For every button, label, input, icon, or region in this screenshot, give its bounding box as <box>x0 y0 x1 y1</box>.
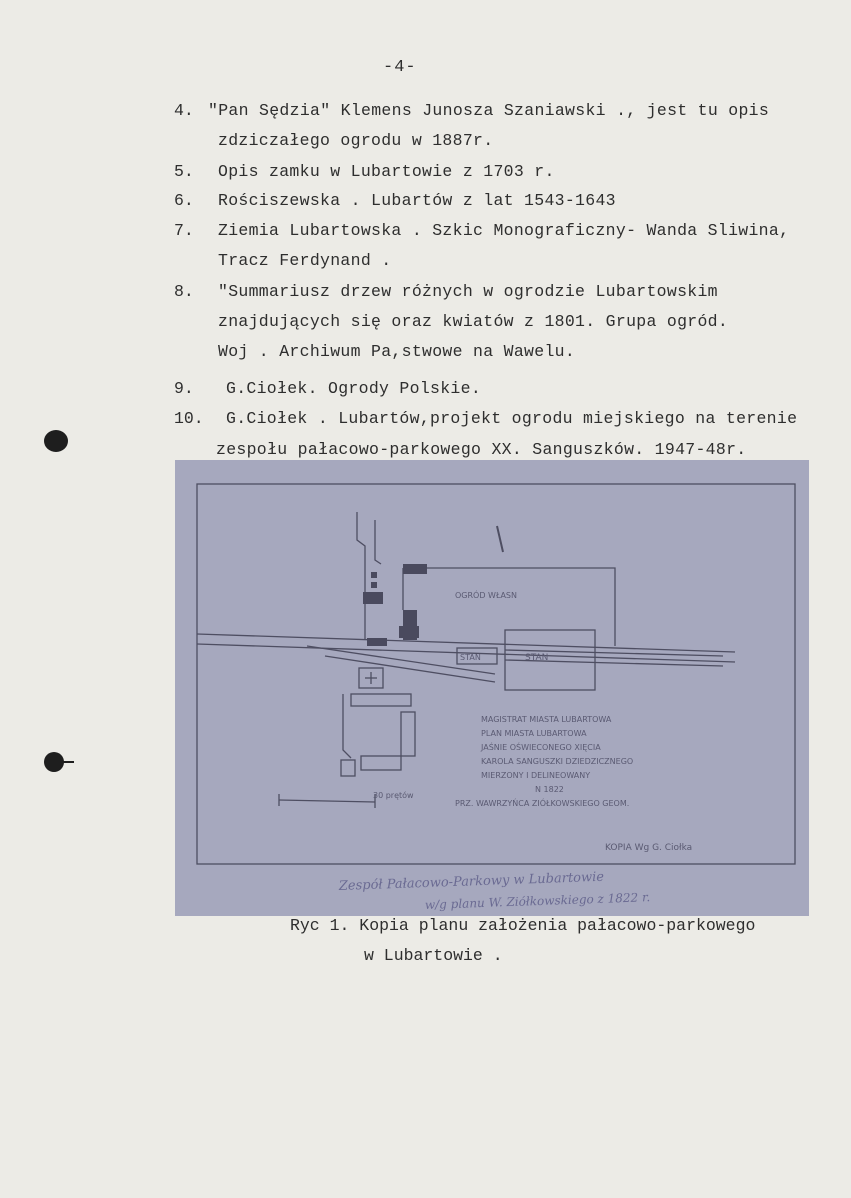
legend-line: PLAN MIASTA LUBARTOWA <box>481 729 587 738</box>
plan-photocopy <box>175 460 809 916</box>
street-line <box>197 634 735 652</box>
ref-num: 4. <box>174 101 194 120</box>
ref-line: zdziczałego ogrodu w 1887r. <box>218 131 494 150</box>
ref-num: 9. <box>174 379 194 398</box>
left-street <box>357 512 365 640</box>
figure-caption-line-1: Ryc 1. Kopia planu założenia pałacowo-parkowego <box>290 916 756 935</box>
ref-line: Tracz Ferdynand . <box>218 251 392 270</box>
handwritten-source: w/g planu W. Ziółkowskiego z 1822 r. <box>424 890 651 912</box>
punch-hole-mark <box>60 761 74 763</box>
punch-hole <box>44 430 68 452</box>
ref-num: 10. <box>174 409 204 428</box>
legend-line: MIERZONY I DELINEOWANY <box>481 771 591 780</box>
ref-line: "Pan Sędzia" Klemens Junosza Szaniawski ., jest tu opis <box>208 101 770 120</box>
ref-line: Opis zamku w Lubartowie z 1703 r. <box>218 162 555 181</box>
copy-note: KOPIA Wg G. Ciołka <box>605 843 693 853</box>
ref-line: Ziemia Lubartowska . Szkic Monograficzny- Wanda Sliwina, <box>218 221 790 240</box>
legend-line: JAŚNIE OŚWIECONEGO XIĘCIA <box>481 743 601 752</box>
ref-line: zespołu pałacowo-parkowego XX. Sanguszków. 1947-48r. <box>216 440 747 459</box>
legend-line: PRZ. WAWRZYŃCA ZIÓŁKOWSKIEGO GEOM. <box>455 799 630 808</box>
handwritten-title: Zespół Pałacowo-Parkowy w Lubartowie <box>338 869 605 894</box>
garden-outline <box>403 568 615 646</box>
ref-num: 7. <box>174 221 194 240</box>
figure-caption-line-2: w Lubartowie . <box>364 946 503 965</box>
ref-num: 5. <box>174 162 194 181</box>
plan-drawing <box>175 460 809 916</box>
ref-line: Rościszewska . Lubartów z lat 1543-1643 <box>218 191 616 210</box>
ref-line: G.Ciołek. Ogrody Polskie. <box>226 379 482 398</box>
legend-line: N 1822 <box>535 785 564 794</box>
north-arrow <box>497 526 503 552</box>
ref-line: Woj . Archiwum Pa,stwowe na Wawelu. <box>218 342 576 361</box>
legend-line: MAGISTRAT MIASTA LUBARTOWA <box>481 715 612 724</box>
scale-bar <box>279 800 375 802</box>
ref-line: G.Ciołek . Lubartów,projekt ogrodu miejskiego na terenie <box>226 409 798 428</box>
stan-large-label: STAN <box>525 653 549 663</box>
ref-line: "Summariusz drzew różnych w ogrodzie Lubartowskim <box>218 282 718 301</box>
ref-num: 8. <box>174 282 194 301</box>
ref-line: znajdujących się oraz kwiatów z 1801. Grupa ogród. <box>218 312 729 331</box>
scale-label: 30 prętów <box>373 791 414 800</box>
stan-small-label: STAN <box>460 653 481 662</box>
legend-line: KAROLA SANGUSZKI DZIEDZICZNEGO <box>481 757 634 766</box>
garden-label: OGRÓD WŁASN <box>455 591 517 600</box>
page-number: -4- <box>383 58 417 77</box>
ref-num: 6. <box>174 191 194 210</box>
